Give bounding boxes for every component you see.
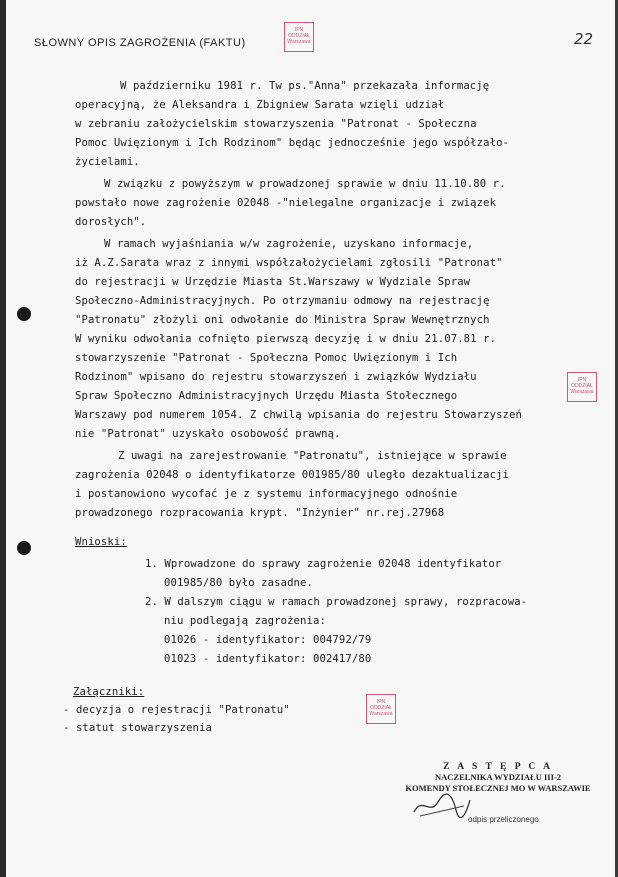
signature-department: NACZELNIKA WYDZIAŁU III-2 [435,772,561,782]
text-line: Spraw Społeczno Administracyjnych Urzędu Miasta Stołecznego [75,390,458,402]
text-line: prowadzonego rozpracowania krypt. "Inżynier" nr.rej.27968 [75,507,445,519]
signature-block [398,762,598,794]
text-line: operacyjną, że Aleksandra i Zbigniew Sarata wzięli udział [75,99,445,111]
text-line: Społeczno-Administracyjnych. Po otrzymaniu odmowy na rejestrację [75,295,490,307]
handwritten-page-number: 22 [574,30,594,48]
text-line: Rodzinom" wpisano do rejestru stowarzyszeń i związków Wydziału [75,371,477,383]
punch-hole [17,307,31,321]
text-line: do rejestracji w Urzędzie Miasta St.Warszawy w Wydziale Spraw [75,276,471,288]
text-line: 01026 - identyfikator: 004792/79 [164,634,372,646]
ipn-stamp: IPN ODDZIAŁ Warszawa [366,694,396,724]
conclusions-heading: Wnioski: [75,536,127,548]
ipn-stamp: IPN ODDZIAŁ Warszawa [567,372,597,402]
handwritten-signature [412,792,472,818]
text-line: niu podlegają zagrożenia: [164,615,326,627]
signature-command: KOMENDY STOŁECZNEJ MO W WARSZAWIE [405,783,591,793]
copy-note: odpis przeliczonego [468,815,539,824]
text-line: "Patronatu" złożyli oni odwołanie do Ministra Spraw Wewnętrznych [75,314,490,326]
attachments-heading: Załączniki: [73,686,145,698]
punch-hole [17,541,31,555]
text-line: nie "Patronat" uzyskało osobowość prawną. [75,428,341,440]
scan-edge-left [0,0,6,877]
text-line: dorosłych". [75,216,147,228]
text-line: 01023 - identyfikator: 002417/80 [164,653,372,665]
text-line: W związku z powyższym w prowadzonej sprawie w dniu 11.10.80 r. [104,178,506,190]
text-line: stowarzyszenie "Patronat - Społeczna Pomoc Uwięzionym i Ich [75,352,458,364]
text-line: Pomoc Uwięzionym i Ich Rodzinom" będąc jednocześnie jego współzało- [75,137,510,149]
text-line: - decyzja o rejestracji "Patronatu" [63,704,290,716]
text-line: Warszawy pod numerem 1054. Z chwilą wpisania do rejestru Stowarzyszeń [75,409,522,421]
text-line: powstało nowe zagrożenie 02048 -"nielegalne organizacje i związek [75,197,497,209]
text-line: zagrożenia 02048 o identyfikatorze 001985/80 uległo dezaktualizacji [75,469,510,481]
text-line: iż A.Z.Sarata wraz z innymi współzałożycielami zgłosili "Patronat" [75,257,503,269]
document-heading: SŁOWNY OPIS ZAGROŻENIA (FAKTU) [34,37,246,49]
text-line: 2. W dalszym ciągu w ramach prowadzonej sprawy, rozpracowa- [145,596,528,608]
text-line: w zebraniu założycielskim stowarzyszenia "Patronat - Społeczna [75,118,477,130]
text-line: W ramach wyjaśniania w/w zagrożenie, uzyskano informacje, [104,238,474,250]
ipn-stamp: IPN ODDZIAŁ Warszawa [284,22,314,52]
text-line: 001985/80 było zasadne. [164,577,313,589]
text-line: życielami. [75,156,140,168]
text-line: W październiku 1981 r. Tw ps."Anna" przekazała informację [120,80,490,92]
text-line: i postanowiono wycofać je z systemu informacyjnego odnośnie [75,488,458,500]
text-line: - statut stowarzyszenia [63,722,212,734]
text-line: 1. Wprowadzone do sprawy zagrożenie 02048 identyfikator [145,558,502,570]
signature-title: Z A S T Ę P C A [443,762,553,772]
text-line: W wyniku odwołania cofnięto pierwszą decyzję i w dniu 21.07.81 r. [75,333,497,345]
text-line: Z uwagi na zarejestrowanie "Patronatu", istniejące w sprawie [118,450,507,462]
